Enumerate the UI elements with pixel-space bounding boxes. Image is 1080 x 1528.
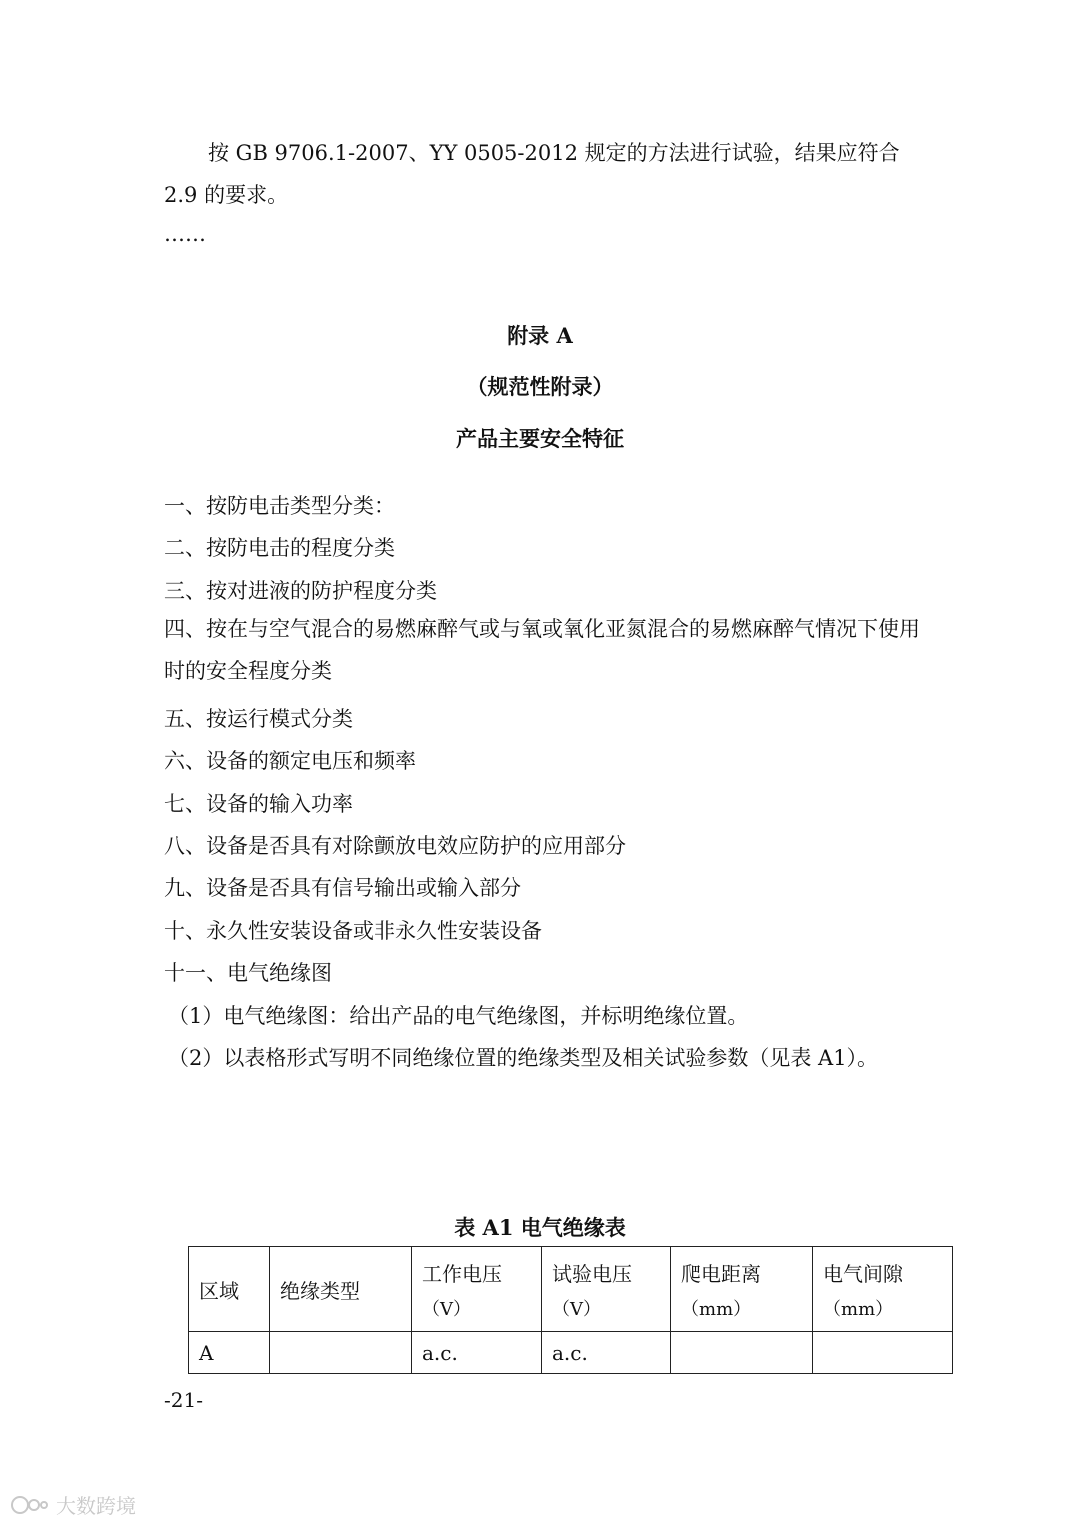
appendix-heading: 产品主要安全特征: [456, 426, 624, 451]
table-header-cell: 工作电压 （V）: [412, 1247, 542, 1332]
list-item: 三、按对进液的防护程度分类: [164, 579, 437, 603]
watermark-text: 大数跨境: [56, 1494, 136, 1518]
list-item: 八、设备是否具有对除颤放电效应防护的应用部分: [164, 834, 626, 858]
appendix-subtitle: （规范性附录）: [466, 374, 614, 399]
table-cell: a.c.: [412, 1332, 542, 1374]
table-cell: [270, 1332, 412, 1374]
list-item: 四、按在与空气混合的易燃麻醉气或与氧或氧化亚氮混合的易燃麻醉气情况下使用时的安全程度分类: [164, 617, 920, 683]
table-header-cell: 区域: [189, 1247, 270, 1332]
table-header-cell: 绝缘类型: [270, 1247, 412, 1332]
table-header-cell: 试验电压 （V）: [542, 1247, 671, 1332]
table-cell: A: [189, 1332, 270, 1374]
page-number: -21-: [164, 1388, 203, 1412]
table-header-cell: 爬电距离 （mm）: [671, 1247, 813, 1332]
list-item: 十一、电气绝缘图: [164, 961, 332, 985]
watermark-logo-icon: [10, 1492, 50, 1518]
intro-paragraph: 按 GB 9706.1-2007、YY 0505-2012 规定的方法进行试验，结果应符合 2.9 的要求。: [164, 141, 900, 207]
list-item: （1）电气绝缘图：给出产品的电气绝缘图，并标明绝缘位置。: [168, 1004, 749, 1028]
table-header-cell: 电气间隙 （mm）: [813, 1247, 953, 1332]
list-item: 六、设备的额定电压和频率: [164, 749, 416, 773]
table-cell: [671, 1332, 813, 1374]
list-item: 五、按运行模式分类: [164, 707, 353, 731]
list-item: （2）以表格形式写明不同绝缘位置的绝缘类型及相关试验参数（见表 A1）。: [168, 1046, 879, 1070]
table-cell: [813, 1332, 953, 1374]
table-header-row: [189, 1247, 953, 1332]
insulation-table: [188, 1246, 953, 1374]
list-item: 二、按防电击的程度分类: [164, 536, 395, 560]
table-row: [189, 1332, 953, 1374]
table-caption: 表 A1 电气绝缘表: [454, 1215, 626, 1240]
watermark: [10, 1490, 136, 1519]
list-item: 十、永久性安装设备或非永久性安装设备: [164, 919, 542, 943]
appendix-title: 附录 A: [507, 323, 573, 348]
ellipsis: ……: [164, 222, 206, 246]
list-item: 七、设备的输入功率: [164, 792, 353, 816]
list-item: 九、设备是否具有信号输出或输入部分: [164, 876, 521, 900]
list-item: 一、按防电击类型分类：: [164, 494, 395, 518]
table-cell: a.c.: [542, 1332, 671, 1374]
